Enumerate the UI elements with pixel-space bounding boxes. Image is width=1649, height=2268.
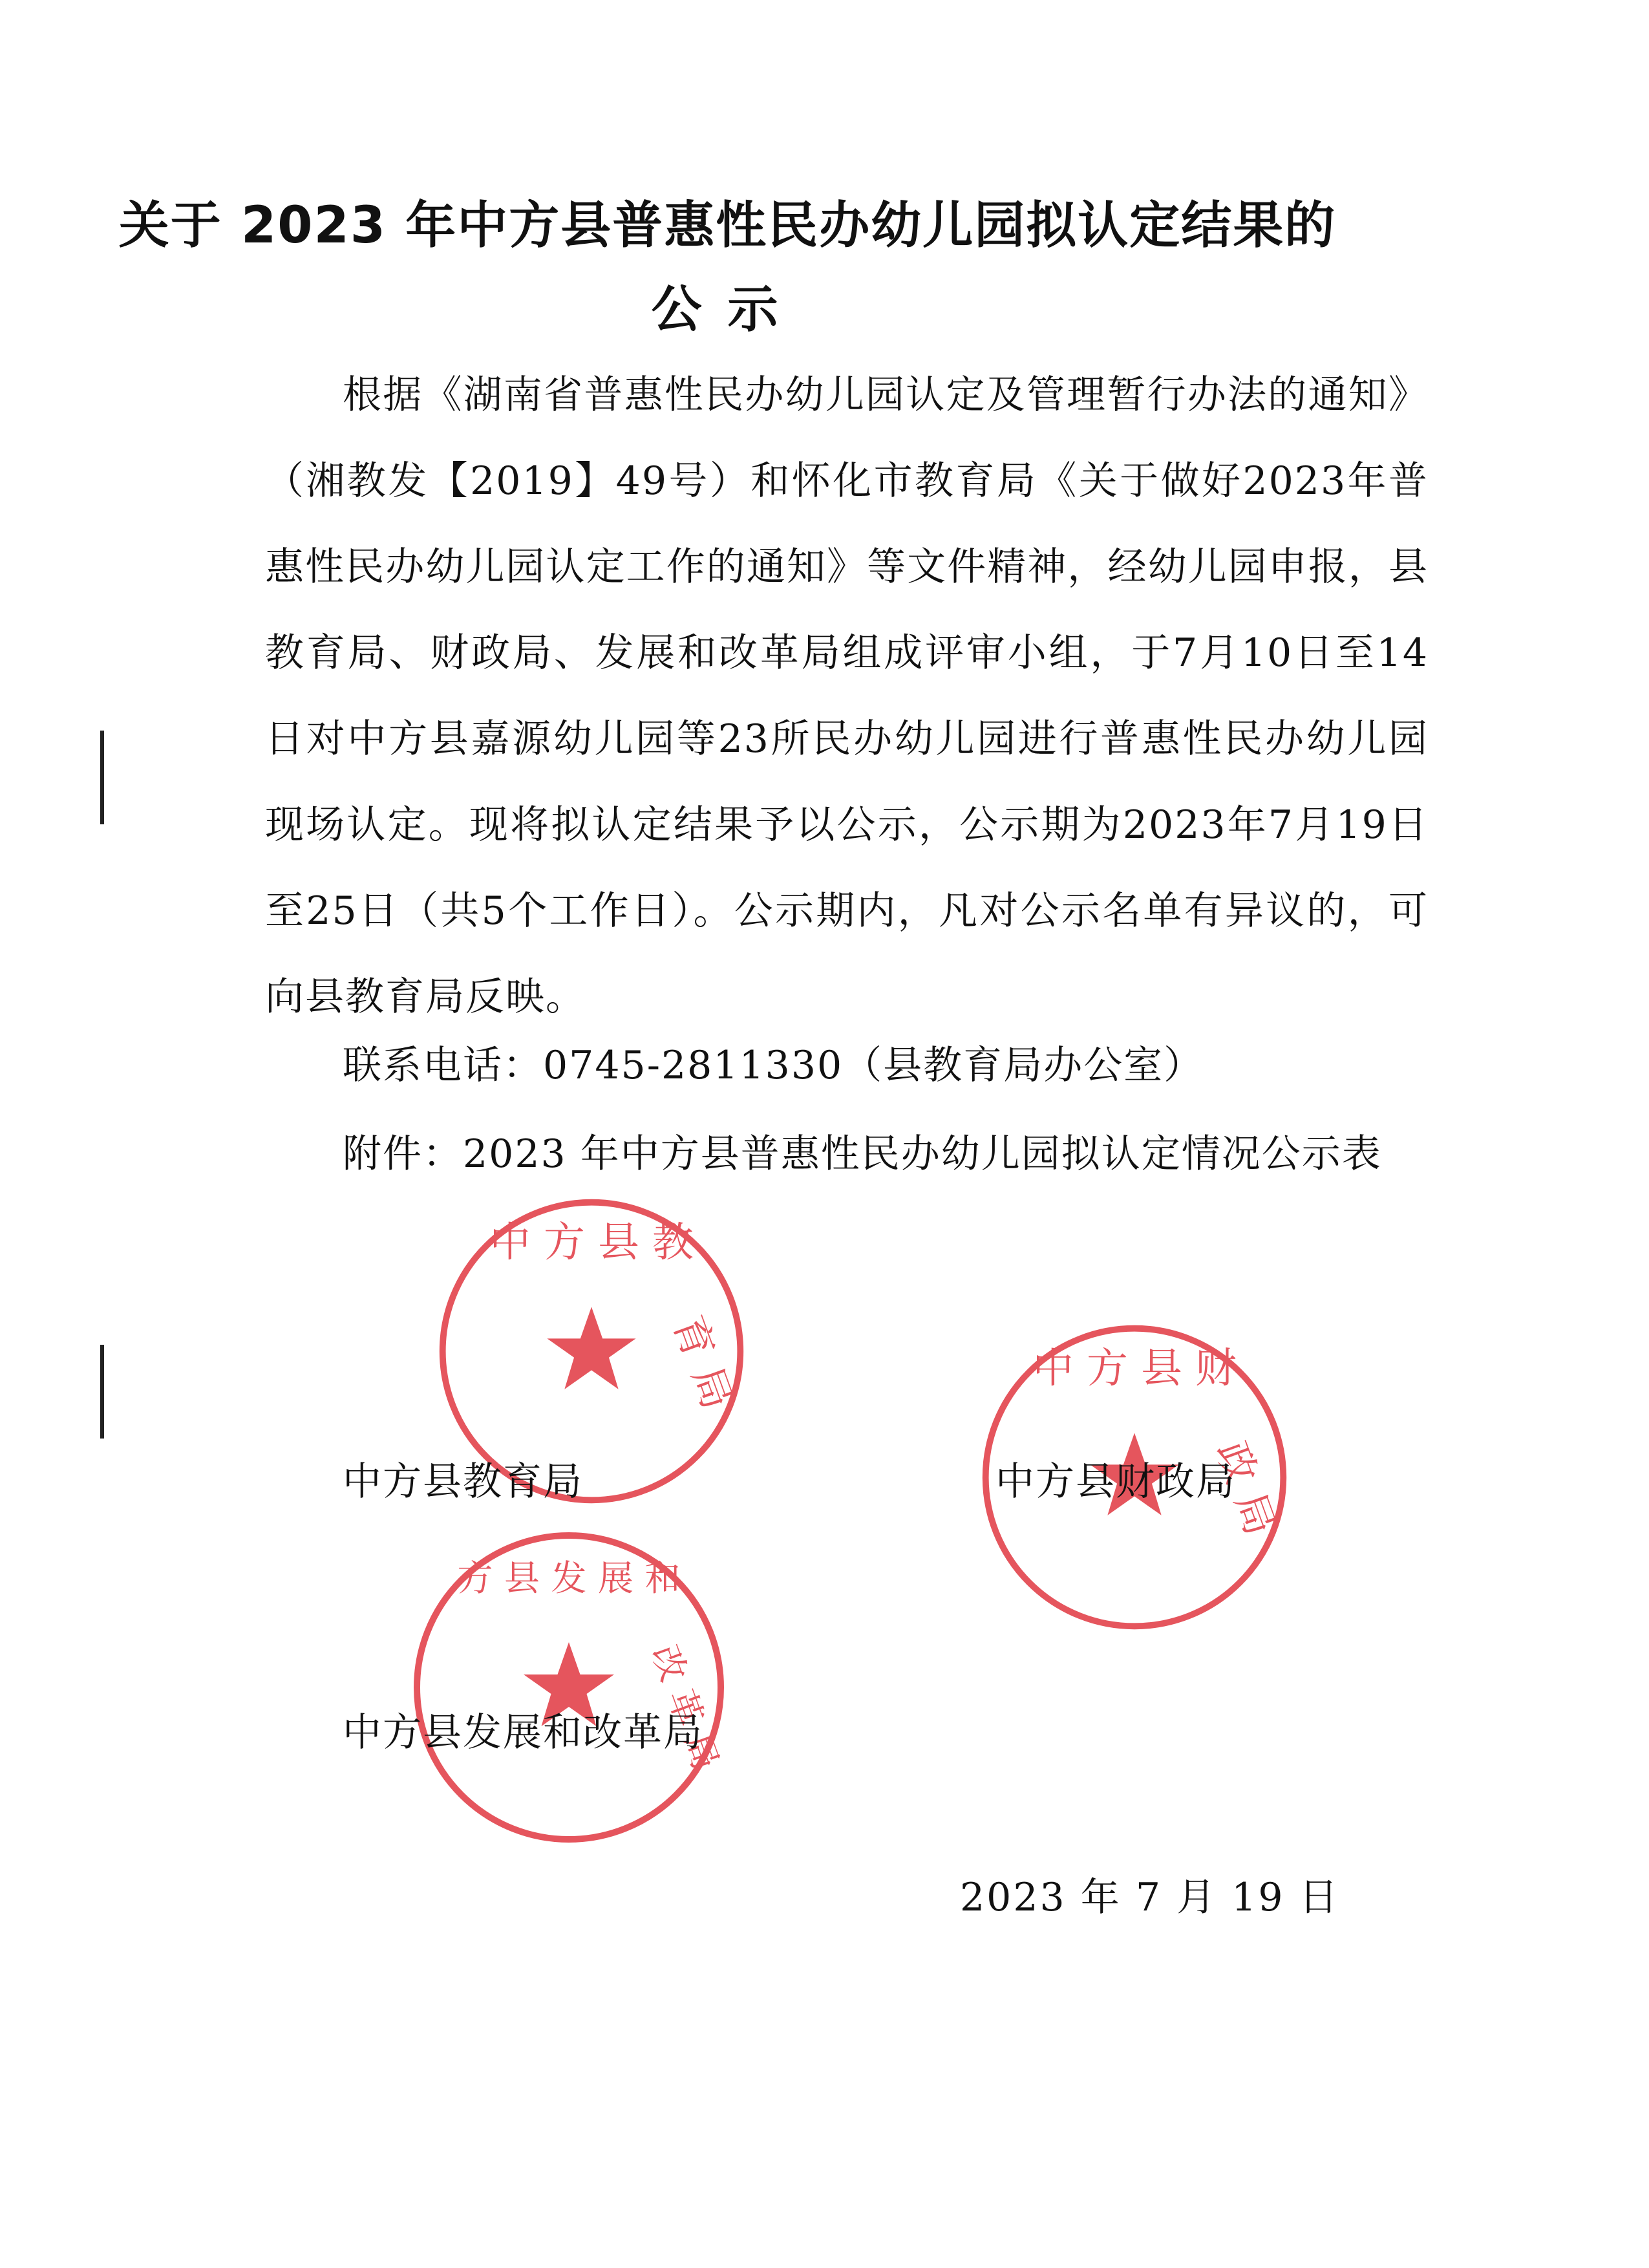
contact-line: 联系电话：0745-2811330（县教育局办公室）	[343, 1043, 1204, 1088]
svg-text:中 方 县 教: 中 方 县 教	[489, 1219, 694, 1267]
svg-text:方 县 发 展 和: 方 县 发 展 和	[457, 1557, 681, 1599]
signer-education-bureau: 中方县教育局	[343, 1459, 583, 1504]
svg-text:中 方 县 财: 中 方 县 财	[1032, 1345, 1237, 1393]
body-paragraph: 根据《湖南省普惠性民办幼儿园认定及管理暂行办法的通知》（湘教发【2019】49号）和怀化市教育局《关于做好2023年普惠性民办幼儿园认定工作的通知》等文件精神，经幼儿园申报，县教育局、财政局、发展和改革局组成评审小组，于7月10日至14日对中方县嘉源幼儿园等23所民办幼儿园进行普惠性民办幼儿园现场认定。现将拟认定结果予以公示，公示期为2023年7月19日至25日（共5个工作日）。公示期内，凡对公示名单有异议的，可向县教育局反映。	[265, 372, 1429, 1020]
binding-mark	[100, 731, 104, 824]
binding-mark	[100, 1345, 104, 1439]
development-bureau-seal	[407, 1526, 730, 1849]
document-title: 关于 2023 年中方县普惠性民办幼儿园拟认定结果的	[118, 197, 1337, 255]
svg-text:政 局: 政 局	[1206, 1435, 1284, 1542]
signer-finance-bureau: 中方县财政局	[995, 1459, 1236, 1504]
document-date: 2023 年 7 月 19 日	[960, 1875, 1340, 1920]
attachment-line: 附件：2023 年中方县普惠性民办幼儿园拟认定情况公示表	[343, 1131, 1382, 1177]
svg-text:育 局: 育 局	[663, 1309, 741, 1416]
signer-development-bureau: 中方县发展和改革局	[343, 1710, 703, 1755]
document-title-subtitle: 公示	[651, 281, 804, 339]
svg-text:改 革 局: 改 革 局	[644, 1640, 727, 1775]
